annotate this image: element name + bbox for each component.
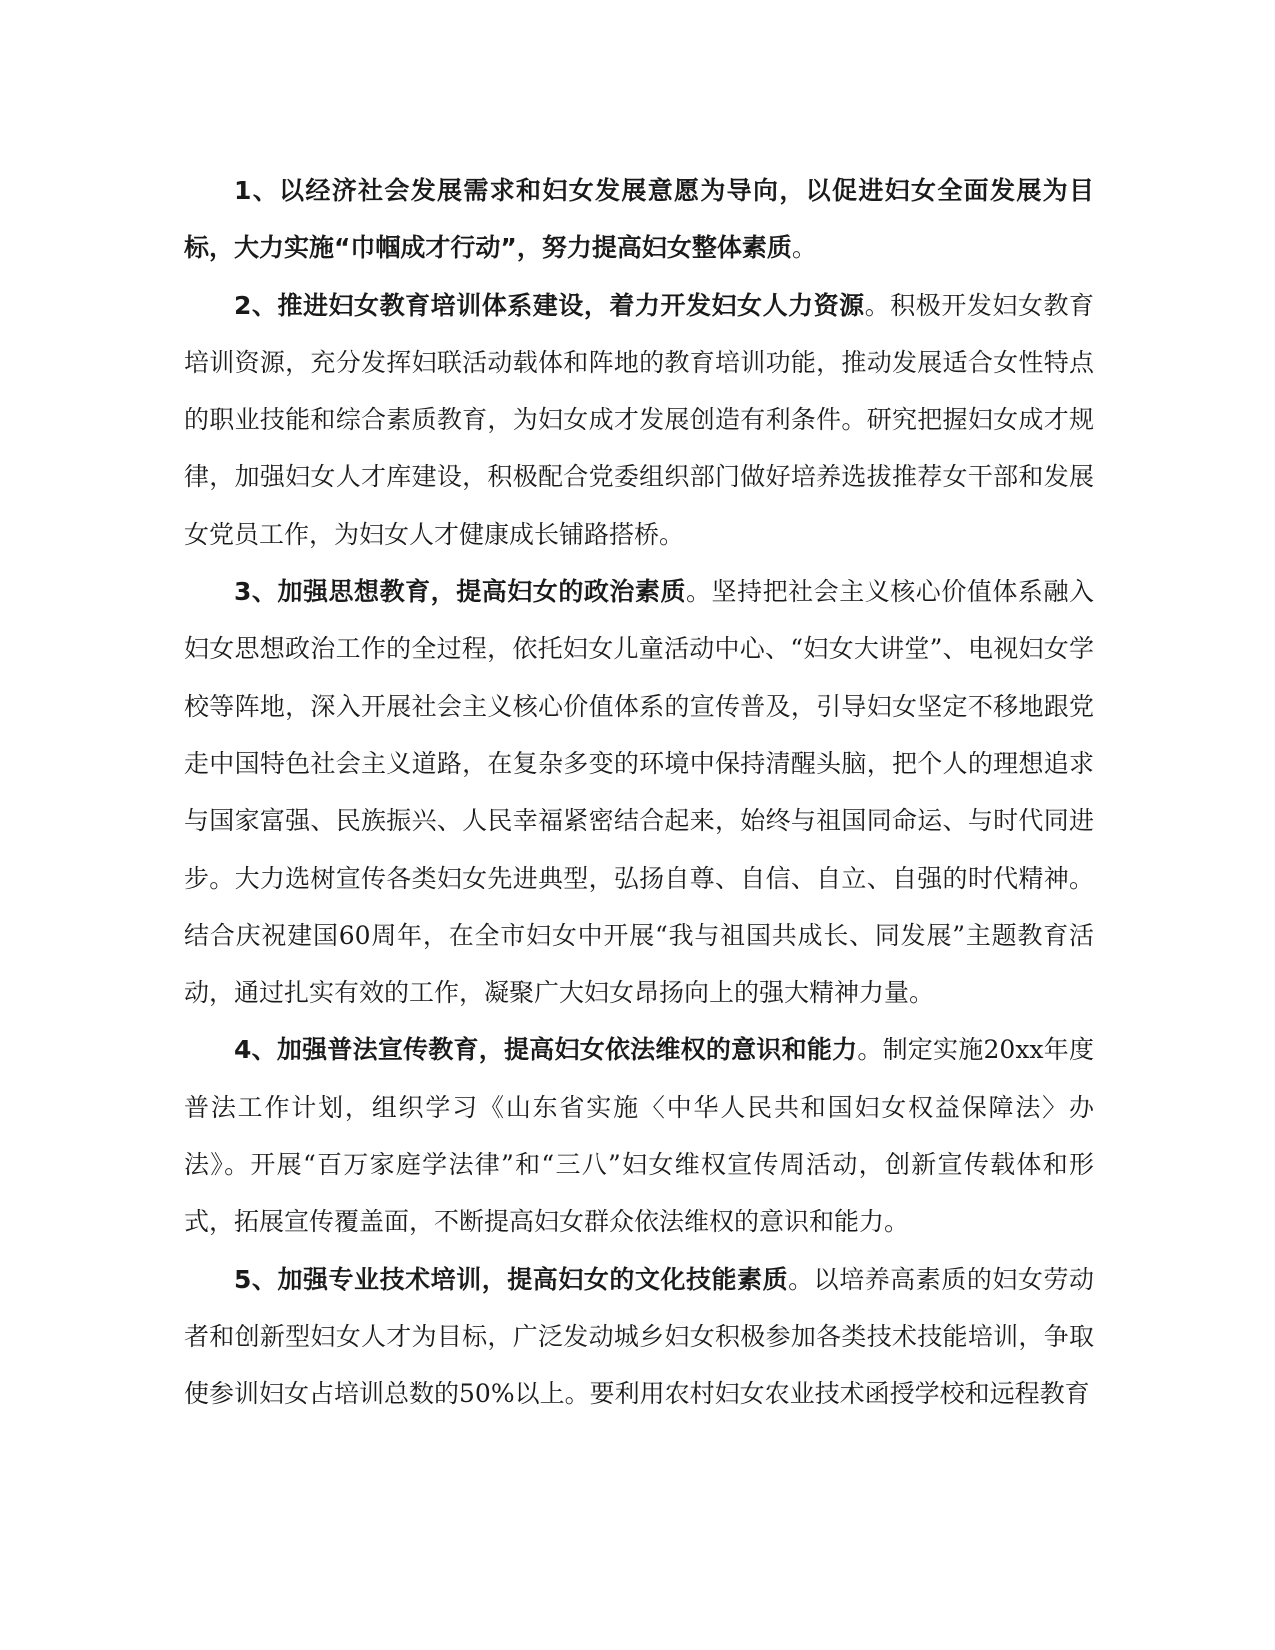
paragraph-1 (184, 162, 1094, 277)
paragraph-5-body: 。以培养高素质的妇女劳动者和创新型妇女人才为目标，广泛发动城乡妇女积极参加各类技术技能培训，争取使参训妇女占培训总数的50%以上。要利用农村妇女农业技术函授学校和远程教育 (184, 1264, 1094, 1409)
paragraph-5 (184, 1251, 1094, 1423)
paragraph-2-heading: 2、推进妇女教育培训体系建设，着力开发妇女人力资源 (234, 290, 865, 320)
paragraph-4 (184, 1021, 1094, 1250)
paragraph-3 (184, 563, 1094, 1021)
paragraph-1-body: 。 (791, 233, 817, 263)
paragraph-2 (184, 277, 1094, 563)
paragraph-4-body: 。制定实施20xx年度普法工作计划，组织学习《山东省实施〈中华人民共和国妇女权益保障法〉办法》。开展“百万家庭学法律”和“三八”妇女维权宣传周活动，创新宣传载体和形式，拓展宣传覆盖面，不断提高妇女群众依法维权的意识和能力。 (184, 1035, 1094, 1237)
paragraph-4-heading: 4、加强普法宣传教育，提高妇女依法维权的意识和能力 (234, 1035, 858, 1065)
document-page (184, 162, 1094, 1423)
paragraph-1-heading: 1、以经济社会发展需求和妇女发展意愿为导向，以促进妇女全面发展为目标，大力实施“巾帼成才行动”，努力提高妇女整体素质 (184, 176, 1094, 263)
paragraph-2-body: 。积极开发妇女教育培训资源，充分发挥妇联活动载体和阵地的教育培训功能，推动发展适合女性特点的职业技能和综合素质教育，为妇女成才发展创造有利条件。研究把握妇女成才规律，加强妇女人才库建设，积极配合党委组织部门做好培养选拔推荐女干部和发展女党员工作，为妇女人才健康成长铺路搭桥。 (184, 290, 1094, 549)
paragraph-5-heading: 5、加强专业技术培训，提高妇女的文化技能素质 (234, 1264, 789, 1294)
paragraph-3-body: 。坚持把社会主义核心价值体系融入妇女思想政治工作的全过程，依托妇女儿童活动中心、“妇女大讲堂”、电视妇女学校等阵地，深入开展社会主义核心价值体系的宣传普及，引导妇女坚定不移地跟党走中国特色社会主义道路，在复杂多变的环境中保持清醒头脑，把个人的理想追求与国家富强、民族振兴、人民幸福紧密结合起来，始终与祖国同命运、与时代同进步。大力选树宣传各类妇女先进典型，弘扬自尊、自信、自立、自强的时代精神。结合庆祝建国60周年，在全市妇女中开展“我与祖国共成长、同发展”主题教育活动，通过扎实有效的工作，凝聚广大妇女昂扬向上的强大精神力量。 (184, 577, 1094, 1008)
paragraph-3-heading: 3、加强思想教育，提高妇女的政治素质 (234, 577, 686, 607)
